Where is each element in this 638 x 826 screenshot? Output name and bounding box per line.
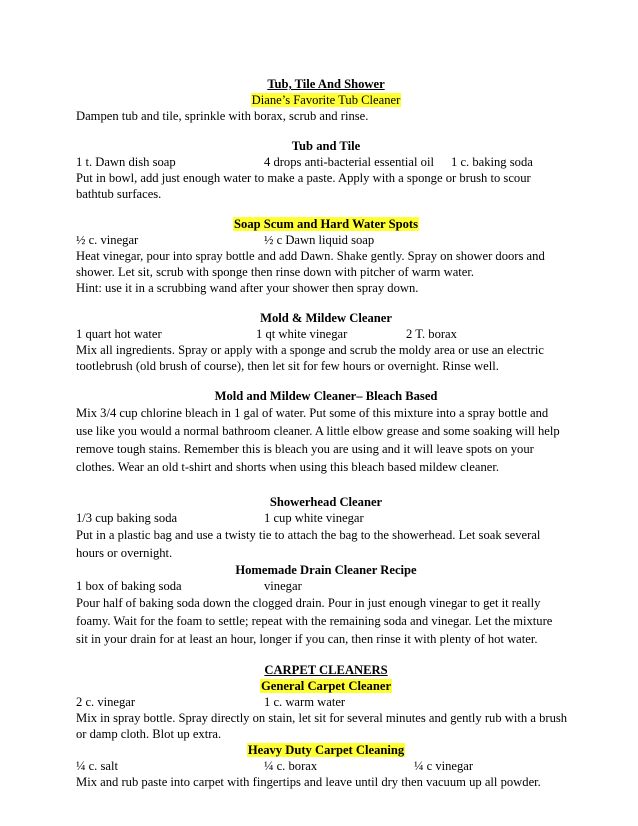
heading-soap-scum: Soap Scum and Hard Water Spots	[234, 217, 418, 231]
soap-scum-instructions-1: Heat vinegar, pour into spray bottle and add Dawn. Shake gently. Spray on shower doors and	[76, 249, 545, 263]
heavy-carpet-ingredients	[76, 758, 576, 774]
drain-line-3: sit in your drain for at least an hour, longer if you can, then rinse it with plenty of hot water.	[76, 632, 538, 646]
tub-tile-instructions-1: Put in bowl, add just enough water to make a paste. Apply with a sponge or brush to scour	[76, 171, 531, 185]
heading-dianes-tub-cleaner: Diane’s Favorite Tub Cleaner	[251, 93, 401, 107]
ingredient-baking-soda-showerhead: 1/3 cup baking soda	[76, 511, 178, 525]
dianes-instructions: Dampen tub and tile, sprinkle with borax, scrub and rinse.	[76, 109, 369, 123]
ingredient-white-vinegar-showerhead: 1 cup white vinegar	[264, 511, 364, 525]
tub-tile-instructions-2: bathtub surfaces.	[76, 187, 162, 201]
soap-scum-hint: Hint: use it in a scrubbing wand after your shower then spray down.	[76, 281, 419, 295]
general-carpet-title-line	[76, 678, 576, 694]
bleach-line-2: use like you would a normal bathroom cleaner. A little elbow grease and some soaking will help	[76, 424, 560, 438]
mold-ingredients	[76, 326, 576, 342]
heading-bleach-based: Mold and Mildew Cleaner– Bleach Based	[214, 389, 438, 403]
ingredient-borax: 2 T. borax	[406, 327, 457, 341]
showerhead-ingredients	[76, 510, 576, 526]
drain-instructions	[76, 594, 576, 648]
mold-instructions-1: Mix all ingredients. Spray or apply with a sponge and scrub the moldy area or use an electric	[76, 343, 544, 357]
ingredient-hot-water: 1 quart hot water	[76, 327, 162, 341]
ingredient-warm-water: 1 c. warm water	[264, 695, 346, 709]
soap-scum-ingredients	[76, 232, 576, 248]
soap-scum-instructions-2: shower. Let sit, scrub with sponge then rinse down with pitcher of warm water.	[76, 265, 475, 279]
general-carpet-line-2: or damp cloth. Blot up extra.	[76, 727, 222, 741]
ingredient-vinegar: ½ c. vinegar	[76, 233, 139, 247]
heading-tub-and-tile: Tub and Tile	[291, 139, 361, 153]
dianes-title-line	[76, 92, 576, 108]
showerhead-line-1: Put in a plastic bag and use a twisty tie to attach the bag to the showerhead. Let soak several	[76, 528, 541, 542]
section-title-tub-tile-shower: Tub, Tile And Shower	[267, 77, 385, 91]
general-carpet-ingredients	[76, 694, 576, 710]
bleach-instructions	[76, 404, 576, 476]
heading-showerhead: Showerhead Cleaner	[269, 495, 383, 509]
showerhead-line-2: hours or overnight.	[76, 546, 173, 560]
bleach-line-3: remove tough stains. Remember this is bleach you are using and it will leave spots on your	[76, 442, 534, 456]
ingredient-baking-soda: 1 c. baking soda	[451, 155, 533, 169]
drain-ingredients	[76, 578, 576, 594]
carpet-title-line	[76, 662, 576, 678]
drain-line-1: Pour half of baking soda down the clogged drain. Pour in just enough vinegar to get it really	[76, 596, 541, 610]
heading-drain-cleaner: Homemade Drain Cleaner Recipe	[235, 563, 417, 577]
heavy-carpet-line-1: Mix and rub paste into carpet with fingertips and leave until dry then vacuum up all powder.	[76, 775, 541, 789]
ingredient-essential-oil: 4 drops anti-bacterial essential oil	[264, 155, 434, 169]
ingredient-dawn-liquid: ½ c Dawn liquid soap	[264, 233, 375, 247]
heading-mold-mildew: Mold & Mildew Cleaner	[260, 311, 392, 325]
tub-tile-ingredients	[76, 154, 576, 170]
document-page	[76, 76, 576, 790]
bleach-line-4: clothes. Wear an old t-shirt and shorts when using this bleach based mildew cleaner.	[76, 460, 499, 474]
ingredient-salt: ¼ c. salt	[76, 759, 118, 773]
drain-line-2: foamy. Wait for the foam to settle; repeat with the remaining soda and vinegar. Let the mixture	[76, 614, 553, 628]
ingredient-vinegar-heavy: ¼ c vinegar	[414, 759, 474, 773]
ingredient-box-baking-soda: 1 box of baking soda	[76, 579, 182, 593]
bleach-line-1: Mix 3/4 cup chlorine bleach in 1 gal of water. Put some of this mixture into a spray bottle and	[76, 406, 549, 420]
ingredient-vinegar-carpet: 2 c. vinegar	[76, 695, 136, 709]
ingredient-vinegar-drain: vinegar	[264, 579, 302, 593]
ingredient-white-vinegar: 1 qt white vinegar	[256, 327, 348, 341]
ingredient-dawn-soap: 1 t. Dawn dish soap	[76, 155, 176, 169]
ingredient-borax-carpet: ¼ c. borax	[264, 759, 318, 773]
section-title-carpet-cleaners: CARPET CLEANERS	[264, 663, 388, 677]
heading-general-carpet: General Carpet Cleaner	[260, 679, 392, 693]
heading-heavy-duty-carpet: Heavy Duty Carpet Cleaning	[247, 743, 405, 757]
soap-scum-title-line	[76, 216, 576, 232]
general-carpet-line-1: Mix in spray bottle. Spray directly on stain, let sit for several minutes and gently rub with a brush	[76, 711, 568, 725]
mold-instructions-2: tootlebrush (old brush of course), then let sit for few hours or overnight. Rinse well.	[76, 359, 499, 373]
heavy-carpet-title-line	[76, 742, 576, 758]
section-tub-title-line	[76, 76, 576, 92]
showerhead-instructions	[76, 526, 576, 562]
